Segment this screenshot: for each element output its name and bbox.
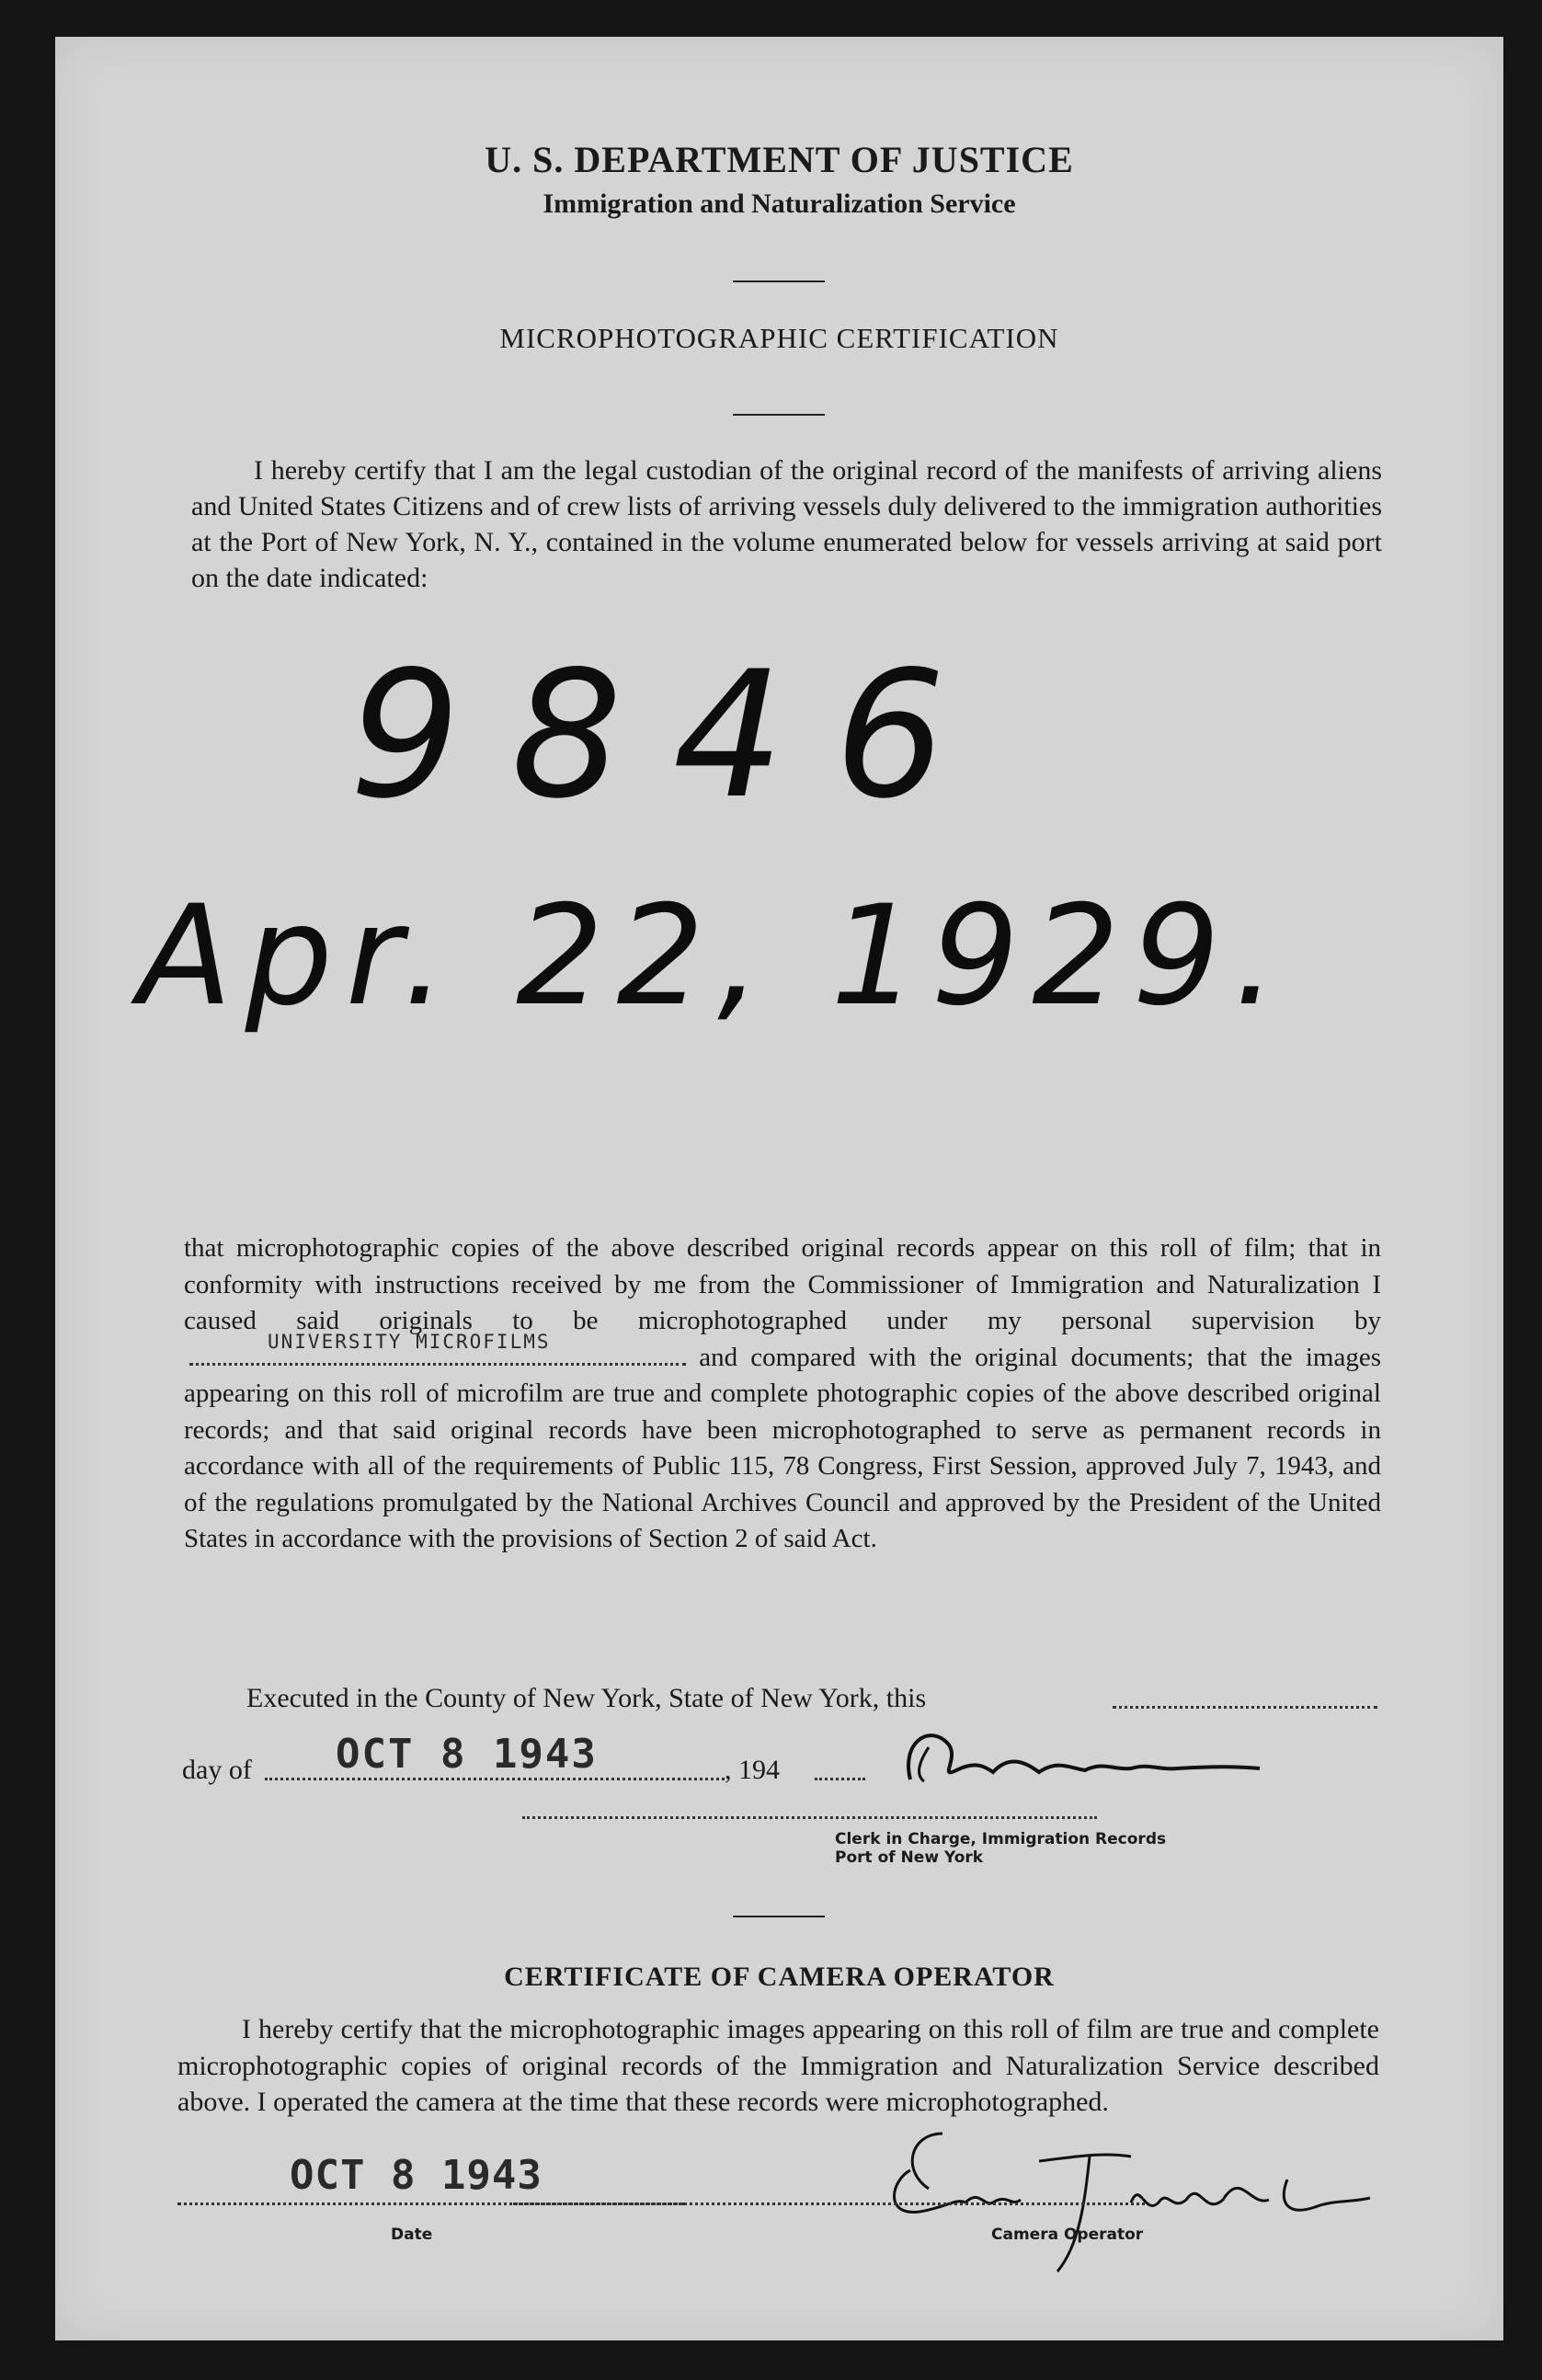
divider-middle	[733, 414, 825, 416]
certificate-page	[55, 37, 1503, 2340]
divider-bottom	[733, 1916, 825, 1917]
service-subheading: Immigration and Naturalization Service	[543, 189, 1016, 219]
photographer-stamp: UNIVERSITY MICROFILMS	[268, 1330, 551, 1353]
clerk-title	[835, 1830, 1166, 1867]
divider-top	[733, 280, 825, 282]
handwritten-date: Apr. 22, 1929.	[138, 876, 1290, 1036]
year-line	[815, 1778, 865, 1780]
executed-day-line	[1113, 1706, 1377, 1709]
body-paragraph	[184, 1230, 1381, 1558]
operator-label: Camera Operator	[991, 2226, 1144, 2244]
clerk-signature	[874, 1715, 1260, 1802]
handwritten-volume-number: 9846	[349, 634, 997, 837]
camera-operator-signature	[855, 2115, 1370, 2281]
clerk-title-line1: Clerk in Charge, Immigration Records	[835, 1830, 1167, 1848]
day-of-line	[265, 1778, 725, 1780]
clerk-signature-line	[522, 1816, 1097, 1819]
intro-paragraph: I hereby certify that I am the legal custodian of the original record of the manifests of arriving aliens and United States Citizens and of crew lists of arriving vessels duly delivered to the immigration authorities at the Port of New York, N. Y., contained in the volume enumerated below for vessels arriving at said port on the date indicated:	[191, 455, 1382, 593]
executed-text: Executed in the County of New York, State of New York, this	[246, 1683, 927, 1713]
camera-date-stamp: OCT 8 1943	[290, 2152, 543, 2199]
department-heading: U. S. DEPARTMENT OF JUSTICE	[485, 139, 1074, 180]
photographer-line	[189, 1330, 686, 1366]
body-text-part2: and compared with the original documents; that the images appearing on this roll of microfilm are true and complete photographic copies of the above described original records; and that said original records have been microphotographed to serve as permanent records in accordance with all of the requirements of Public 115, 78 Congress, First Session, approved July 7, 1943, and of the regulations promulgated by the National Archives Council and approved by the President of the United States in accordance with the provisions of Section 2 of said Act.	[184, 1342, 1382, 1553]
executed-line	[246, 1683, 926, 1714]
body-text-part1: that microphotographic copies of the above described original records appear on this roll of film; that in conformity with instructions received by me from the Commissioner of Immigration and Naturalization I caused said originals to be microphotographed under my personal supervision by	[184, 1233, 1381, 1335]
camera-certificate-title: CERTIFICATE OF CAMERA OPERATOR	[504, 1962, 1055, 1992]
day-of-label: day of	[182, 1755, 252, 1785]
execution-date-stamp: OCT 8 1943	[336, 1731, 598, 1778]
operator-signature-line	[513, 2203, 1145, 2205]
clerk-title-line2: Port of New York	[835, 1848, 984, 1867]
camera-certificate-text: I hereby certify that the microphotographic images appearing on this roll of film are true and complete microphotographic copies of original records of the Immigration and Naturalization Service described above. I operated the camera at the time that these records were microphotographed.	[177, 2014, 1379, 2117]
certification-title: MICROPHOTOGRAPHIC CERTIFICATION	[499, 322, 1059, 354]
year-prefix: , 194	[725, 1755, 780, 1785]
date-label: Date	[391, 2226, 433, 2244]
